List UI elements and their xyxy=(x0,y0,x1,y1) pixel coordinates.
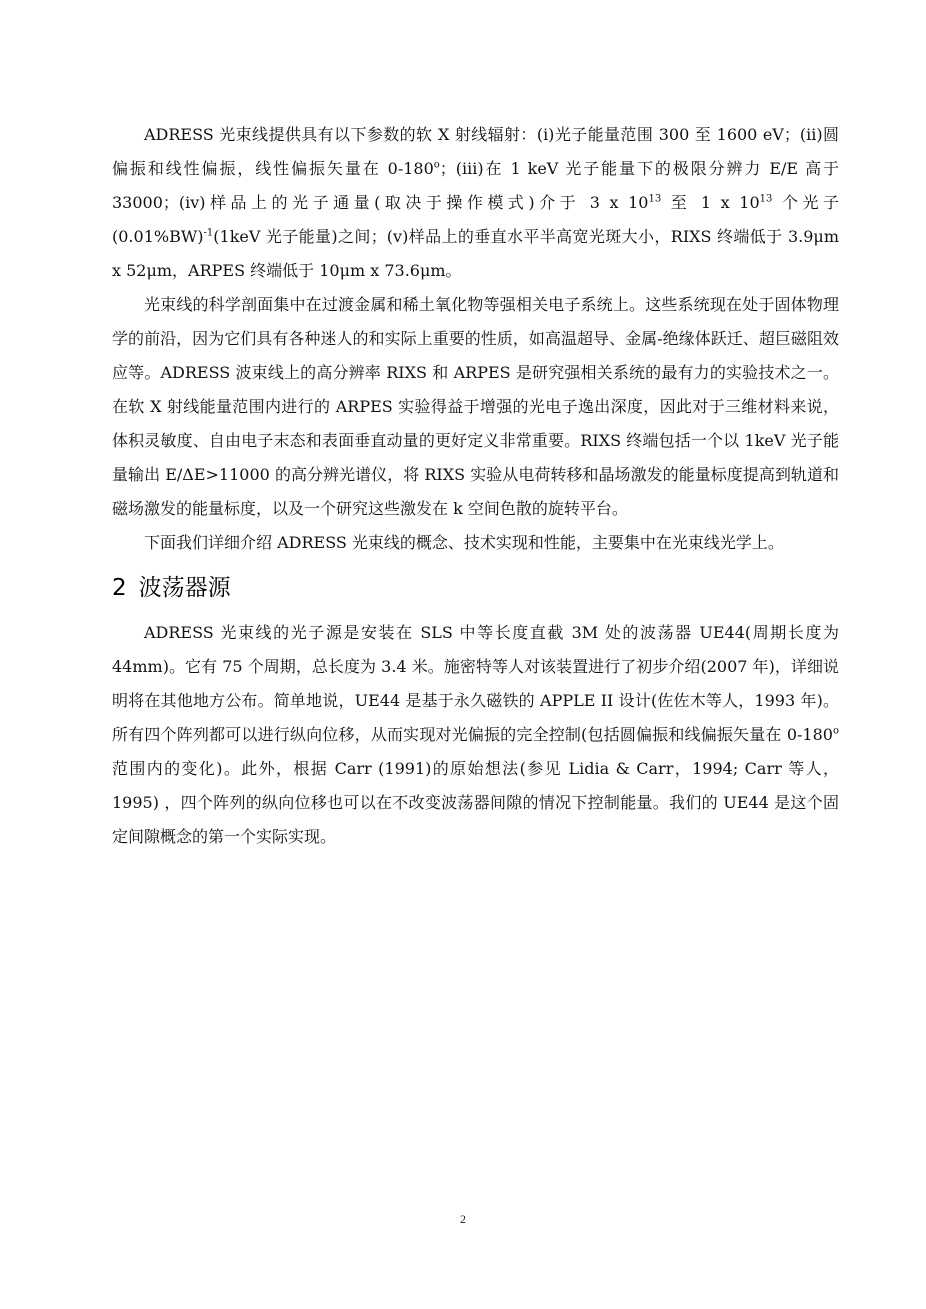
text-run: ADRESS 光束线的光子源是安装在 SLS 中等长度直截 3M 处的波荡器 UE44(周期长度为 44mm)。它有 75 个周期，总长度为 3.4 米。施密特等人对该装置进行了初步介绍(2007 年)，详细说明将在其他地方公布。简单地说，UE44 是基于永久磁铁的 APPLE II 设计(佐佐木等人，1993 年)。所有四个阵列都可以进行纵向位移，从而实现对光偏振的完全控制(包括圆偏振和线偏振矢量在 0-180 xyxy=(112,623,839,744)
text-run: 光束线的科学剖面集中在过渡金属和稀土氧化物等强相关电子系统上。这些系统现在处于固体物理学的前沿，因为它们具有各种迷人的和实际上重要的性质，如高温超导、金属-绝缘体跃迁、超巨磁阻效应等。ADRESS 波束线上的高分辨率 RIXS 和 ARPES 是研究强相关系统的最有力的实验技术之一。 在软 X 射线能量范围内进行的 ARPES 实验得益于增强的光电子逸出深度，因此对于三维材料来说，体积灵敏度、自由电子末态和表面垂直动量的更好定义非常重要。RIXS 终端包括一个以 1keV 光子能量输出 E/ΔE>11000 的高分辨光谱仪，将 RIXS 实验从电荷转移和晶场激发的能量标度提高到轨道和磁场激发的能量标度，以及一个研究这些激发在 k 空间色散的旋转平台。 xyxy=(112,295,839,518)
page-body xyxy=(112,118,839,854)
intro-paragraph-3 xyxy=(112,526,839,560)
superscript: o xyxy=(433,159,440,171)
section-title: 波荡器源 xyxy=(138,575,231,601)
superscript: -1 xyxy=(203,227,214,239)
intro-paragraph-1 xyxy=(112,118,839,288)
text-run: 个光子 (0.01%BW) xyxy=(112,193,839,246)
text-run: (1keV 光子能量)之间；(v)样品上的垂直水平半高宽光斑大小，RIXS 终端低于 3.9μm x 52μm，ARPES 终端低于 10μm x 73.6μm。 xyxy=(112,227,839,280)
text-run: 至 1 x 10 xyxy=(661,193,760,212)
text-run: 范围内的变化)。此外，根据 Carr (1991)的原始想法(参见 Lidia & Carr，1994; Carr 等人，1995) ，四个阵列的纵向位移也可以在不改变波荡器间隙的情况下控制能量。我们的 UE44 是这个固定间隙概念的第一个实际实现。 xyxy=(112,759,839,846)
intro-paragraph-2 xyxy=(112,288,839,526)
text-run: ADRESS 光束线提供具有以下参数的软 X 射线辐射：(i)光子能量范围 300 至 1600 eV；(ii)圆偏振和线性偏振，线性偏振矢量在 0-180 xyxy=(112,125,839,178)
page-number: 2 xyxy=(460,1212,466,1226)
superscript: 13 xyxy=(759,193,773,205)
superscript: o xyxy=(832,725,839,737)
text-run: 下面我们详细介绍 ADRESS 光束线的概念、技术实现和性能，主要集中在光束线光学上。 xyxy=(144,533,784,552)
section-heading xyxy=(112,566,839,610)
section-number: 2 xyxy=(112,575,127,601)
superscript: 13 xyxy=(648,193,662,205)
section-paragraph-1 xyxy=(112,616,839,854)
text-run: ；(iii)在 1 keV 光子能量下的极限分辨力 E/E 高于 33000；(iv)样品上的光子通量(取决于操作模式)介于 3 x 10 xyxy=(112,159,839,212)
